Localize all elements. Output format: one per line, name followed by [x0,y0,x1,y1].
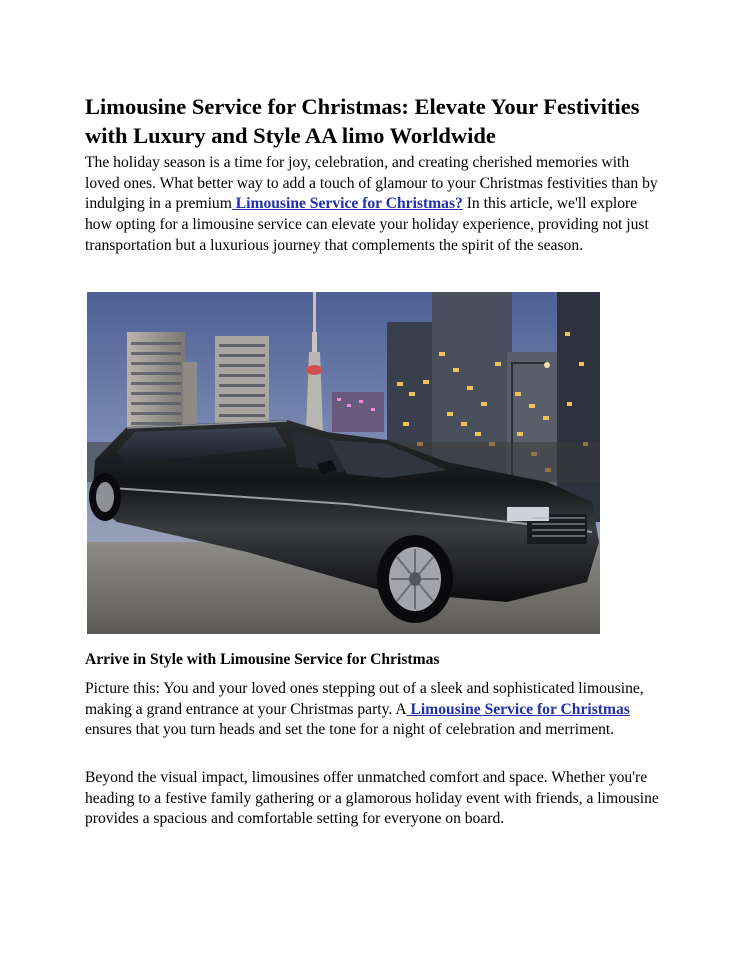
intro-text-end: In this article, we'll explore how opting for a limousine service can elevate your holiday experience, providing not just transportation but a luxurious journey that complements the spirit of the season. [85,195,649,254]
limousine-service-link-2[interactable]: Limousine Service for Christmas [406,700,630,718]
section-heading: Arrive in Style with Limousine Service for Christmas [85,651,440,668]
intro-text-start: The holiday season is a time for joy, celebration, and creating cherished memories with loved ones. What better way to add a touch of glamour to your Christmas festivities than by indulging in a premium [85,154,658,213]
para2-text-start: Picture this: You and your loved ones stepping out of a sleek and sophisticated limousine, making a grand entrance at your Christmas party. A [85,680,644,718]
limousine-city-photo [87,292,600,634]
limousine-service-link[interactable]: Limousine Service for Christmas? [231,195,463,213]
arrive-in-style-paragraph [85,679,665,741]
intro-paragraph [85,153,665,257]
article-title: Limousine Service for Christmas: Elevate Your Festivities with Luxury and Style AA limo Worldwide [85,94,640,148]
para2-text-end: ensures that you turn heads and set the tone for a night of celebration and merriment. [85,721,615,739]
comfort-paragraph: Beyond the visual impact, limousines offer unmatched comfort and space. Whether you're heading to a festive family gathering or a glamorous holiday event with friends, a limousine provides a spacious and comfortable setting for everyone on board. [85,769,659,828]
